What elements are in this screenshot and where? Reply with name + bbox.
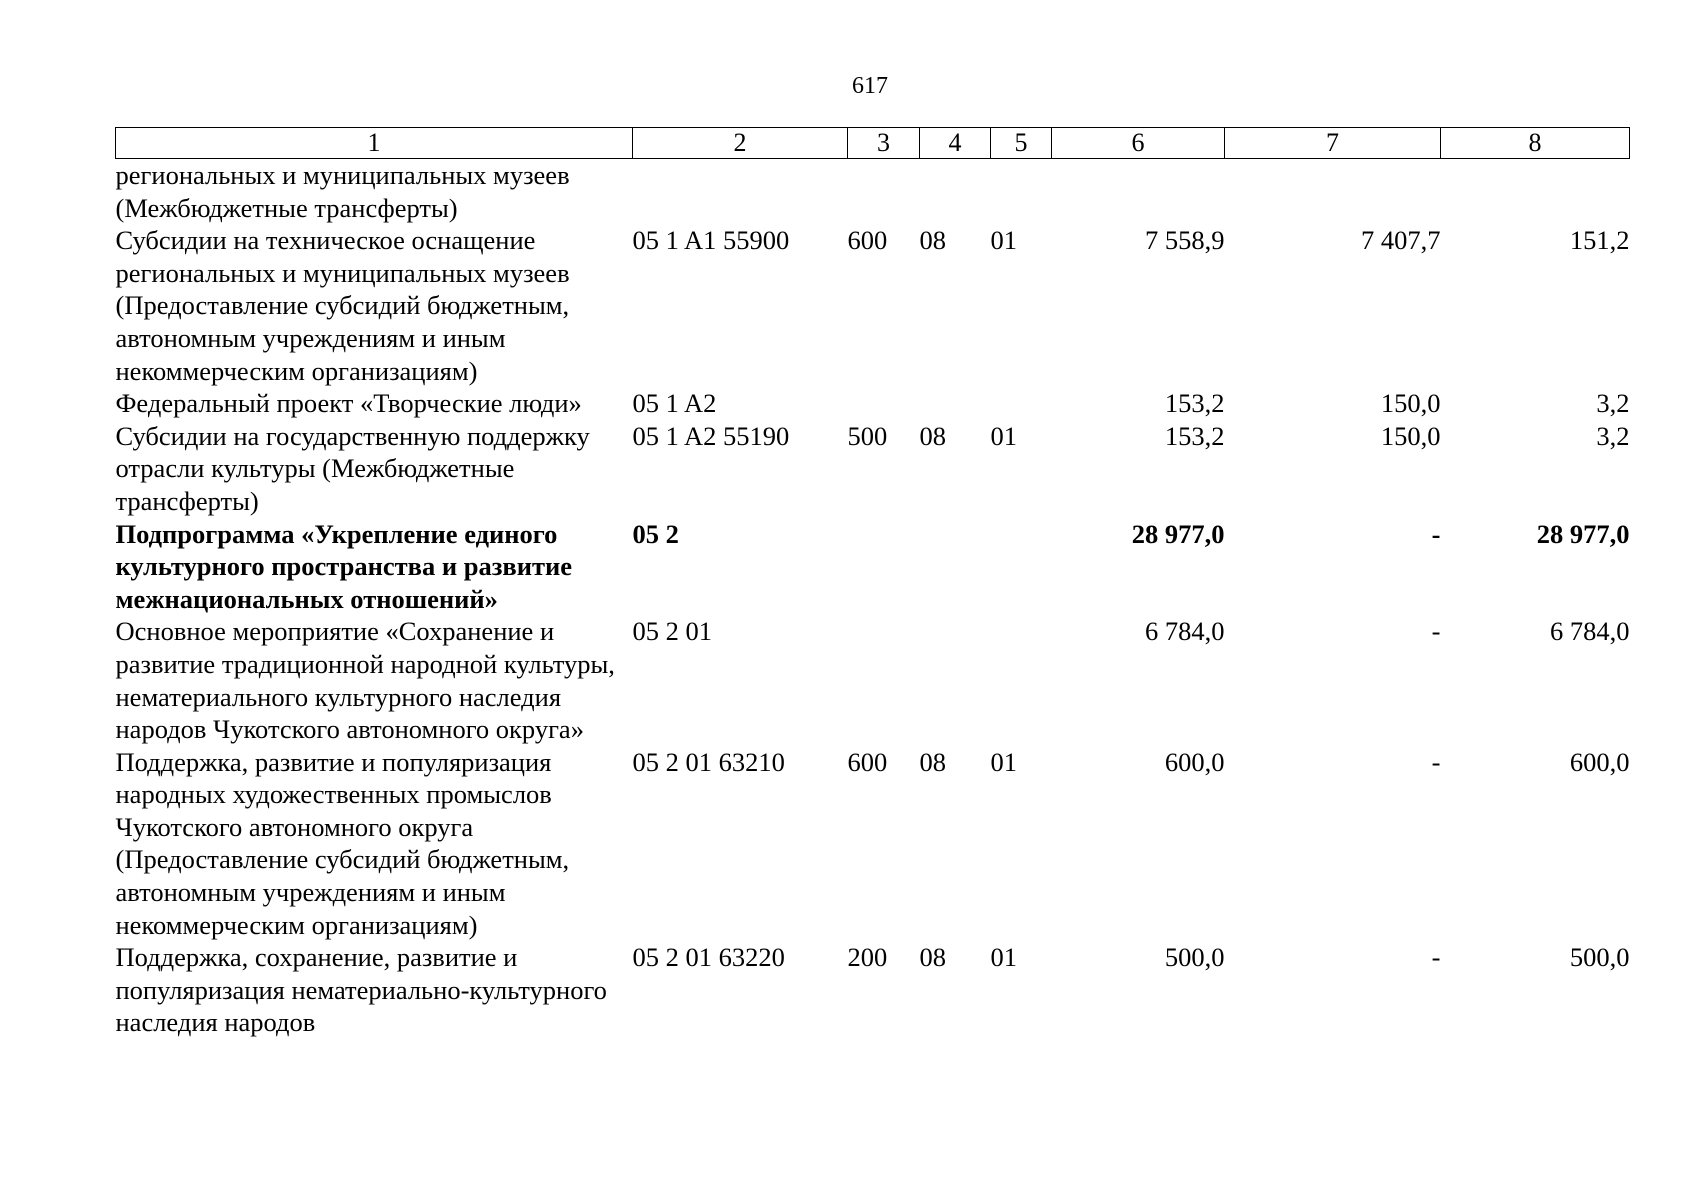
row-name: Субсидии на государственную поддержку отрасли культуры (Межбюджетные трансферты) bbox=[115, 420, 590, 516]
row-col7: 150,0 bbox=[1380, 420, 1441, 451]
row-name: Федеральный проект «Творческие люди» bbox=[115, 388, 582, 419]
row-col3: 200 bbox=[847, 942, 888, 973]
row-col7: - bbox=[1431, 942, 1441, 973]
row-col3: 600 bbox=[847, 225, 888, 256]
row-col5 bbox=[991, 159, 1052, 225]
row-col7: - bbox=[1431, 616, 1441, 647]
row-col5 bbox=[991, 518, 1052, 616]
row-col5 bbox=[991, 387, 1052, 420]
row-col4 bbox=[920, 159, 991, 225]
row-col7: - bbox=[1431, 518, 1441, 549]
row-col8: 600,0 bbox=[1569, 746, 1630, 777]
row-col3 bbox=[848, 615, 920, 745]
row-col6: 153,2 bbox=[1164, 388, 1225, 419]
row-code: 05 1 A2 55190 bbox=[632, 420, 790, 451]
row-col5: 01 bbox=[990, 746, 1017, 777]
row-col4: 08 bbox=[919, 420, 946, 451]
row-code: 05 2 bbox=[632, 518, 679, 549]
row-col4 bbox=[920, 518, 991, 616]
row-col7: - bbox=[1431, 746, 1441, 777]
row-col4: 08 bbox=[919, 942, 946, 973]
row-code: 05 2 01 bbox=[632, 616, 712, 647]
row-col3: 600 bbox=[847, 746, 888, 777]
table-row bbox=[116, 159, 1630, 225]
row-name: Поддержка, сохранение, развитие и популяризация нематериально-культурного наследия народов bbox=[115, 942, 607, 1038]
row-col5 bbox=[991, 615, 1052, 745]
row-col6: 500,0 bbox=[1164, 942, 1225, 973]
row-col6: 153,2 bbox=[1164, 420, 1225, 451]
row-col8: 500,0 bbox=[1569, 942, 1630, 973]
row-col4: 08 bbox=[919, 746, 946, 777]
row-col7: 7 407,7 bbox=[1361, 225, 1441, 256]
row-col3 bbox=[848, 159, 920, 225]
row-col6: 28 977,0 bbox=[1131, 518, 1225, 549]
row-code: 05 2 01 63220 bbox=[632, 942, 785, 973]
row-col4 bbox=[920, 615, 991, 745]
table-row bbox=[116, 615, 1630, 745]
row-name: Подпрограмма «Укрепление единого культурного пространства и развитие межнациональных отношений» bbox=[115, 518, 573, 614]
row-name: Основное мероприятие «Сохранение и развитие традиционной народной культуры, нематериального культурного наследия народов Чукотского автономного округа» bbox=[115, 616, 615, 745]
column-header: 7 bbox=[1225, 128, 1441, 159]
row-col4 bbox=[920, 387, 991, 420]
header-row bbox=[116, 128, 1630, 159]
row-col7: 150,0 bbox=[1380, 388, 1441, 419]
table-row bbox=[116, 746, 1630, 942]
row-col6: 6 784,0 bbox=[1145, 616, 1225, 647]
row-col6: 600,0 bbox=[1164, 746, 1225, 777]
table-row-subprogram bbox=[116, 518, 1630, 616]
row-col8: 28 977,0 bbox=[1536, 518, 1630, 549]
row-col4: 08 bbox=[919, 225, 946, 256]
row-name: региональных и муниципальных музеев (Межбюджетные трансферты) bbox=[115, 160, 570, 223]
table-row bbox=[116, 387, 1630, 420]
column-header: 1 bbox=[116, 128, 633, 159]
row-col7 bbox=[1225, 159, 1441, 225]
column-header: 8 bbox=[1441, 128, 1630, 159]
row-code: 05 1 A1 55900 bbox=[632, 225, 790, 256]
row-col8: 151,2 bbox=[1569, 225, 1630, 256]
row-code: 05 2 01 63210 bbox=[632, 746, 785, 777]
row-col5: 01 bbox=[990, 942, 1017, 973]
row-col6: 7 558,9 bbox=[1145, 225, 1225, 256]
row-code bbox=[633, 159, 848, 225]
row-col6 bbox=[1052, 159, 1225, 225]
row-col5: 01 bbox=[990, 225, 1017, 256]
table-row bbox=[116, 420, 1630, 518]
table-row bbox=[116, 224, 1630, 387]
row-col3: 500 bbox=[847, 420, 888, 451]
row-col8: 3,2 bbox=[1596, 388, 1630, 419]
page-number: 617 bbox=[852, 73, 888, 99]
row-col8: 3,2 bbox=[1596, 420, 1630, 451]
row-code: 05 1 A2 bbox=[632, 388, 717, 419]
column-header: 2 bbox=[633, 128, 848, 159]
row-name: Поддержка, развитие и популяризация народных художественных промыслов Чукотского автономного округа (Предоставление субсидий бюджетным, автономным учреждениям и иным некоммерческим организациям) bbox=[115, 746, 570, 940]
column-header: 3 bbox=[848, 128, 920, 159]
column-header: 6 bbox=[1052, 128, 1225, 159]
column-header: 4 bbox=[920, 128, 991, 159]
budget-table bbox=[115, 127, 1630, 1039]
row-col3 bbox=[848, 518, 920, 616]
table-row bbox=[116, 941, 1630, 1039]
row-col8 bbox=[1441, 159, 1630, 225]
column-header: 5 bbox=[991, 128, 1052, 159]
row-col8: 6 784,0 bbox=[1550, 616, 1630, 647]
row-col3 bbox=[848, 387, 920, 420]
row-name: Субсидии на техническое оснащение региональных и муниципальных музеев (Предоставление субсидий бюджетным, автономным учреждениям и иным некоммерческим организациям) bbox=[115, 225, 570, 386]
row-col5: 01 bbox=[990, 420, 1017, 451]
